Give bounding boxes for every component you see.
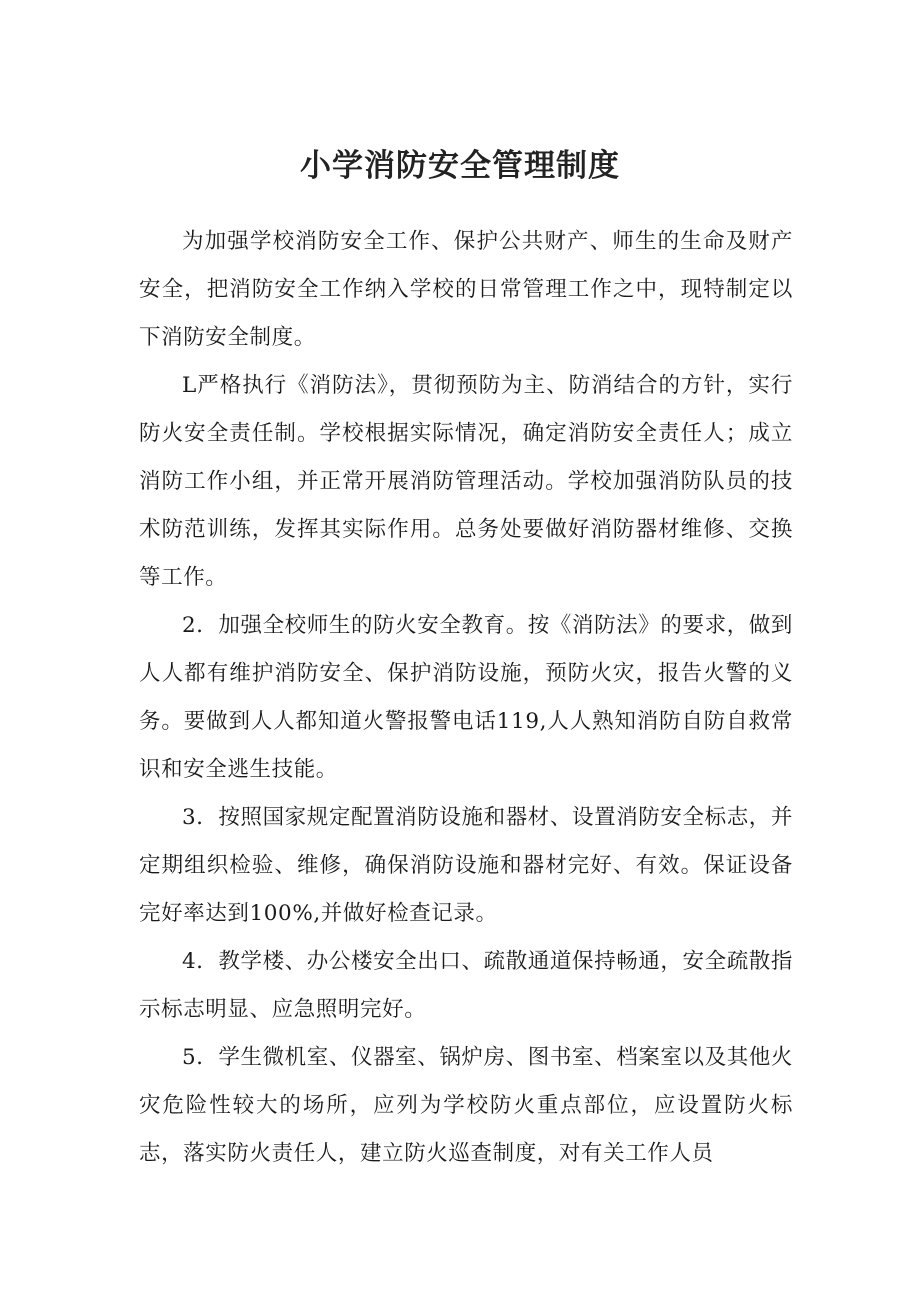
paragraph-intro: 为加强学校消防安全工作、保护公共财产、师生的生命及财产安全，把消防安全工作纳入学校的日常管理工作之中，现特制定以下消防安全制度。	[139, 229, 793, 350]
paragraph-item-1: L严格执行《消防法》，贯彻预防为主、防消结合的方针，实行防火安全责任制。学校根据实际情况，确定消防安全责任人；成立消防工作小组，并正常开展消防管理活动。学校加强消防队员的技术防范训练，发挥其实际作用。总务处要做好消防器材维修、交换等工作。	[139, 373, 793, 590]
paragraph-item-2: 2．加强全校师生的防火安全教育。按《消防法》的要求，做到人人都有维护消防安全、保护消防设施，预防火灾，报告火警的义务。要做到人人都知道火警报警电话119,人人熟知消防自防自救常识和安全逃生技能。	[139, 613, 793, 782]
document-title: 小学消防安全管理制度	[300, 148, 620, 184]
paragraph-item-5: 5．学生微机室、仪器室、锅炉房、图书室、档案室以及其他火灾危险性较大的场所，应列为学校防火重点部位，应设置防火标志，落实防火责任人，建立防火巡查制度，对有关工作人员	[139, 1045, 793, 1166]
paragraph-item-3: 3．按照国家规定配置消防设施和器材、设置消防安全标志，并定期组织检验、维修，确保消防设施和器材完好、有效。保证设备完好率达到100%,并做好检查记录。	[139, 805, 793, 926]
paragraph-item-4: 4．教学楼、办公楼安全出口、疏散通道保持畅通，安全疏散指示标志明显、应急照明完好。	[139, 949, 793, 1022]
document-body	[139, 218, 793, 1178]
